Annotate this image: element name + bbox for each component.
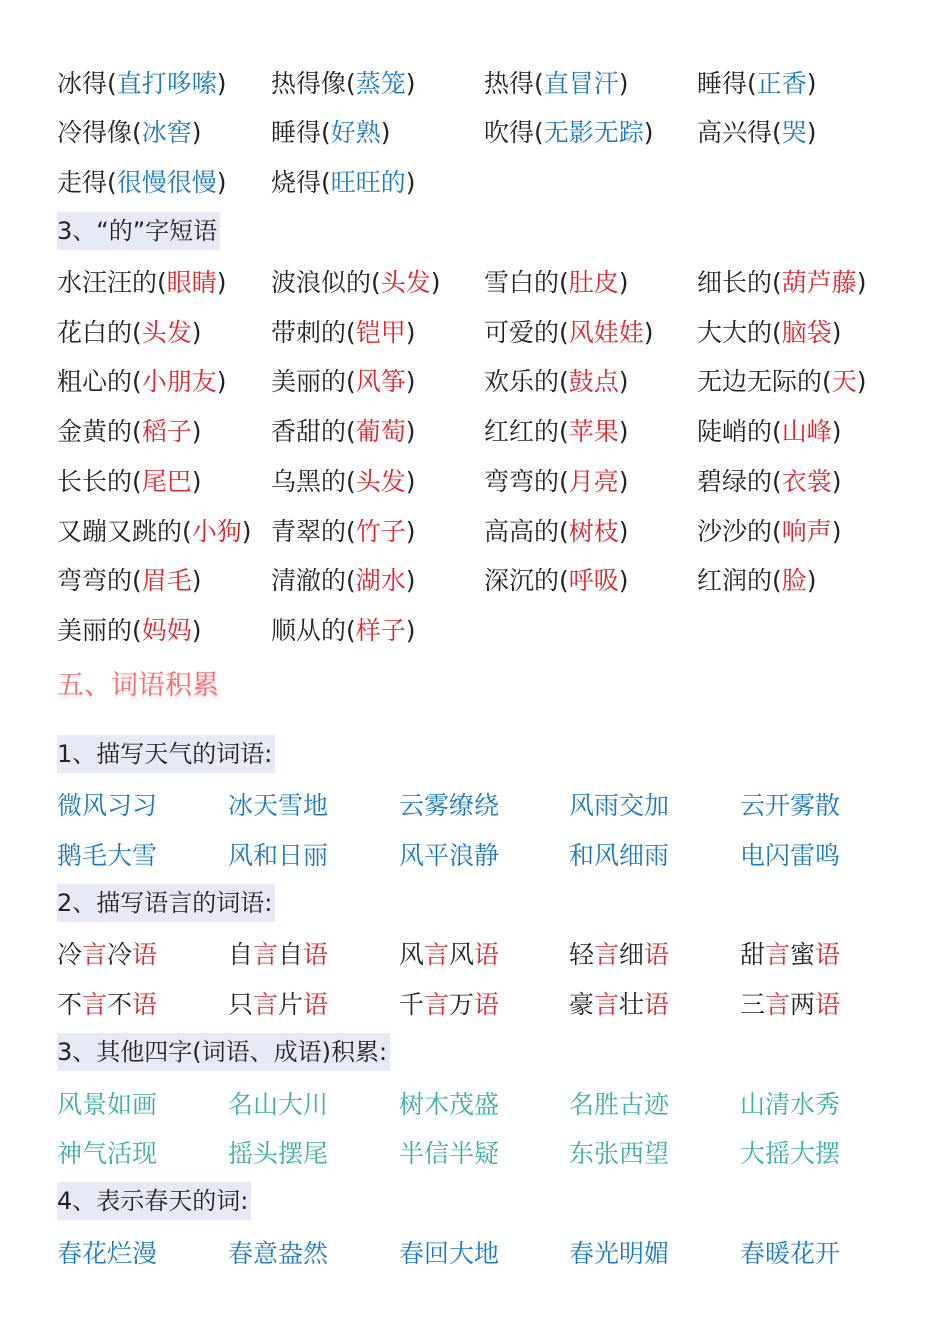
de-phrase-item: 顺从的(样子) [271, 616, 416, 645]
spring-word: 春意盎然 [228, 1239, 329, 1268]
comparison-item: 冰得(直打哆嗦) [57, 69, 227, 98]
de-phrase-item: 粗心的(小朋友) [57, 367, 227, 396]
de-phrase-item: 细长的(葫芦藤) [697, 268, 867, 297]
de-phrase-item: 高高的(树枝) [484, 517, 629, 546]
spring-word: 春光明媚 [569, 1239, 670, 1268]
de-phrase-item: 花白的(头发) [57, 318, 202, 347]
four-char-word: 树木茂盛 [399, 1090, 500, 1119]
speech-word: 风言风语 [399, 940, 500, 969]
de-phrase-item: 长长的(尾巴) [57, 467, 202, 496]
spring-word: 春回大地 [399, 1239, 500, 1268]
de-phrase-item: 可爱的(风娃娃) [484, 318, 654, 347]
speech-word: 轻言细语 [569, 940, 670, 969]
de-phrase-item: 欢乐的(鼓点) [484, 367, 629, 396]
weather-word: 云雾缭绕 [399, 791, 500, 820]
de-phrase-item: 乌黑的(头发) [271, 467, 416, 496]
weather-word: 和风细雨 [569, 841, 670, 870]
four-char-word: 山清水秀 [740, 1090, 841, 1119]
de-phrase-item: 又蹦又跳的(小狗) [57, 517, 252, 546]
speech-word: 冷言冷语 [57, 940, 158, 969]
weather-word: 鹅毛大雪 [57, 841, 158, 870]
spring-word: 春花烂漫 [57, 1239, 158, 1268]
weather-heading: 1、描写天气的词语: [57, 735, 275, 773]
weather-word: 风平浪静 [399, 841, 500, 870]
weather-word: 风和日丽 [228, 841, 329, 870]
comparison-item: 走得(很慢很慢) [57, 168, 227, 197]
speech-word: 只言片语 [228, 990, 329, 1019]
section-title: 五、词语积累 [57, 670, 219, 701]
comparison-item: 热得(直冒汗) [484, 69, 629, 98]
four-char-word: 名山大川 [228, 1090, 329, 1119]
four-char-word: 名胜古迹 [569, 1090, 670, 1119]
de-phrase-item: 波浪似的(头发) [271, 268, 441, 297]
de-phrase-item: 水汪汪的(眼睛) [57, 268, 227, 297]
de-phrase-item: 美丽的(妈妈) [57, 616, 202, 645]
weather-word: 冰天雪地 [228, 791, 329, 820]
comparison-item: 高兴得(哭) [697, 118, 817, 147]
de-phrase-item: 红红的(苹果) [484, 417, 629, 446]
comparison-item: 热得像(蒸笼) [271, 69, 416, 98]
weather-word: 风雨交加 [569, 791, 670, 820]
speech-word: 不言不语 [57, 990, 158, 1019]
spring-heading: 4、表示春天的词: [57, 1182, 251, 1220]
de-phrase-item: 带刺的(铠甲) [271, 318, 416, 347]
weather-word: 电闪雷鸣 [740, 841, 841, 870]
speech-word: 甜言蜜语 [740, 940, 841, 969]
speech-word: 豪言壮语 [569, 990, 670, 1019]
de-phrase-item: 陡峭的(山峰) [697, 417, 842, 446]
de-phrase-item: 弯弯的(月亮) [484, 467, 629, 496]
speech-word: 三言两语 [740, 990, 841, 1019]
de-phrase-item: 大大的(脑袋) [697, 318, 842, 347]
de-phrase-item: 红润的(脸) [697, 566, 817, 595]
de-phrase-item: 无边无际的(天) [697, 367, 867, 396]
weather-word: 微风习习 [57, 791, 158, 820]
four-char-word: 风景如画 [57, 1090, 158, 1119]
speech-word: 千言万语 [399, 990, 500, 1019]
comparison-item: 睡得(好熟) [271, 118, 391, 147]
de-phrase-item: 弯弯的(眉毛) [57, 566, 202, 595]
de-phrase-item: 香甜的(葡萄) [271, 417, 416, 446]
comparison-item: 烧得(旺旺的) [271, 168, 416, 197]
four-char-word: 东张西望 [569, 1139, 670, 1168]
de-phrase-item: 美丽的(风筝) [271, 367, 416, 396]
weather-word: 云开雾散 [740, 791, 841, 820]
comparison-item: 吹得(无影无踪) [484, 118, 654, 147]
comparison-item: 冷得像(冰窖) [57, 118, 202, 147]
de-phrase-item: 青翠的(竹子) [271, 517, 416, 546]
four-char-word: 摇头摆尾 [228, 1139, 329, 1168]
four-char-word: 神气活现 [57, 1139, 158, 1168]
four-char-heading: 3、其他四字(词语、成语)积累: [57, 1033, 390, 1071]
de-phrases-heading: 3、“的”字短语 [57, 212, 220, 250]
de-phrase-item: 碧绿的(衣裳) [697, 467, 842, 496]
comparison-item: 睡得(正香) [697, 69, 817, 98]
four-char-word: 大摇大摆 [740, 1139, 841, 1168]
de-phrase-item: 雪白的(肚皮) [484, 268, 629, 297]
de-phrase-item: 金黄的(稻子) [57, 417, 202, 446]
de-phrase-item: 沙沙的(响声) [697, 517, 842, 546]
speech-word: 自言自语 [228, 940, 329, 969]
spring-word: 春暖花开 [740, 1239, 841, 1268]
de-phrase-item: 清澈的(湖水) [271, 566, 416, 595]
speech-heading: 2、描写语言的词语: [57, 884, 275, 922]
de-phrase-item: 深沉的(呼吸) [484, 566, 629, 595]
four-char-word: 半信半疑 [399, 1139, 500, 1168]
